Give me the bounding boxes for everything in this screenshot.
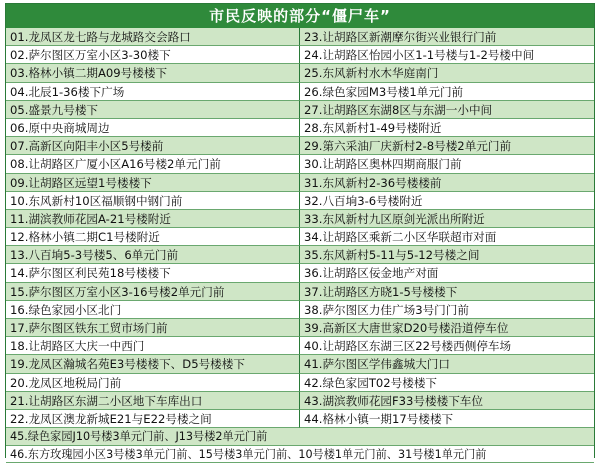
list-item: 43.湖滨教师花园F33号楼楼下车位 [300,392,594,410]
list-item: 20.龙凤区地税局门前 [6,374,300,392]
list-item: 13.八百垧5-3号楼5、6单元门前 [6,246,300,264]
list-item: 04.北辰1-36楼下广场 [6,83,300,101]
footer-item: 46.东方玫瑰园小区3号楼3单元门前、15号楼3单元门前、10号楼1单元门前、31号楼1单元门前 [6,446,594,464]
list-item: 08.让胡路区广厦小区A16号楼2单元门前 [6,155,300,173]
list-item: 14.萨尔图区利民苑18号楼楼下 [6,264,300,282]
list-item: 11.湖滨教师花园A-21号楼附近 [6,210,300,228]
list-item: 01.龙凤区龙七路与龙城路交会路口 [6,28,300,46]
list-item: 10.东风新村10区福顺钢中钢门前 [6,192,300,210]
list-item: 25.东风新村水木华庭南门 [300,64,594,82]
list-item: 44.格林小镇一期17号楼楼下 [300,410,594,428]
list-item: 24.让胡路区怡园小区1-1号楼与1-2号楼中间 [300,46,594,64]
list-item: 35.东风新村5-11与5-12号楼之间 [300,246,594,264]
list-item: 12.格林小镇二期C1号楼附近 [6,228,300,246]
list-item: 34.让胡路区乘新二小区华联超市对面 [300,228,594,246]
list-item: 42.绿色家园T02号楼楼下 [300,374,594,392]
list-item: 29.第六采油厂庆新村2-8号楼2单元门前 [300,137,594,155]
list-item: 15.萨尔图区万室小区3-16号楼2单元门前 [6,283,300,301]
list-item: 36.让胡路区佞金地产对面 [300,264,594,282]
list-item: 40.让胡路区东湖三区22号楼西侧停车场 [300,337,594,355]
list-item: 31.东风新村2-36号楼楼前 [300,174,594,192]
list-item: 05.盛景九号楼下 [6,101,300,119]
footer-item: 45.绿色家园J10号楼3单元门前、J13号楼2单元门前 [6,428,594,446]
list-item: 30.让胡路区奥林四期商服门前 [300,155,594,173]
list-item: 28.东风新村1-49号楼附近 [300,119,594,137]
list-item: 16.绿色家园小区北门 [6,301,300,319]
list-item: 21.让胡路区东湖二小区地下车库出口 [6,392,300,410]
list-item: 23.让胡路区新潮摩尔街兴业银行门前 [300,28,594,46]
list-item: 18.让胡路区大庆一中西门 [6,337,300,355]
list-item: 22.龙凤区澳龙新城E21与E22号楼之间 [6,410,300,428]
list-item: 06.原中央商城周边 [6,119,300,137]
list-item: 19.龙凤区瀚城名苑E3号楼楼下、D5号楼楼下 [6,355,300,373]
list-grid [6,28,594,428]
list-item: 32.八百垧3-6号楼附近 [300,192,594,210]
vehicle-list-table [5,3,595,461]
list-item: 37.让胡路区方晓1-5号楼楼下 [300,283,594,301]
list-item: 02.萨尔图区万室小区3-30楼下 [6,46,300,64]
table-title: 市民反映的部分“僵尸车” [6,4,594,28]
list-item: 39.高新区大唐世家D20号楼沿道停车位 [300,319,594,337]
footer-rows [6,428,594,463]
list-item: 38.萨尔图区力佳广场3号门门前 [300,301,594,319]
list-item: 33.东风新村九区原剑光派出所附近 [300,210,594,228]
list-item: 03.格林小镇二期A09号楼楼下 [6,64,300,82]
list-item: 17.萨尔图区铁东工贸市场门前 [6,319,300,337]
list-item: 27.让胡路区东湖8区与东湖一小中间 [300,101,594,119]
list-item: 26.绿色家园M3号楼1单元门前 [300,83,594,101]
list-item: 07.高新区向阳丰小区5号楼前 [6,137,300,155]
list-item: 41.萨尔图区学伟鑫城大门口 [300,355,594,373]
list-item: 09.让胡路区远望1号楼楼下 [6,174,300,192]
